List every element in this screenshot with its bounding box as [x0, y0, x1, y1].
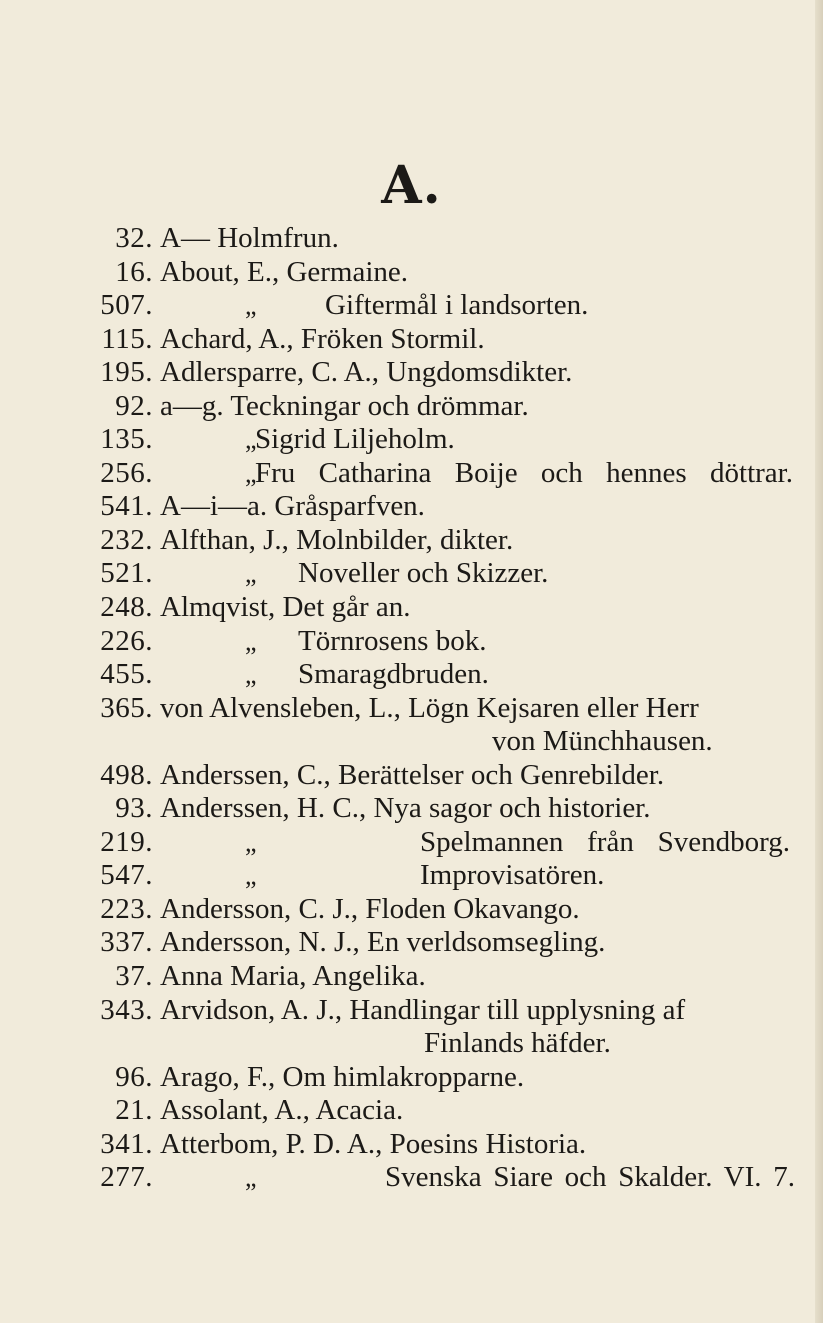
entry-author-title: Atterbom, P. D. A., Poesins Historia.: [160, 1127, 587, 1160]
entry-author-title: Anderssen, H. C., Nya sagor och historier.: [160, 792, 651, 825]
entry-number: 93.: [115, 792, 153, 825]
entry-number: 21.: [115, 1094, 153, 1127]
catalog-entry: [0, 859, 823, 893]
entry-number: 226.: [100, 624, 153, 657]
catalog-entry: [0, 759, 823, 793]
entry-title: Giftermål i landsorten.: [325, 289, 589, 322]
entry-author-title: Andersson, N. J., En verldsomsegling.: [160, 926, 606, 959]
catalog-entry-continuation: [0, 1027, 823, 1061]
entry-number: 337.: [100, 926, 153, 959]
entry-number: 37.: [115, 960, 153, 993]
catalog-entry: [0, 323, 823, 357]
catalog-entry: [0, 792, 823, 826]
catalog-entry: [0, 557, 823, 591]
catalog-entry: [0, 390, 823, 424]
catalog-entry: [0, 625, 823, 659]
entry-number: 195.: [100, 356, 153, 389]
catalog-entry: [0, 926, 823, 960]
entry-title: Fru Catharina Boije och hennes döttrar.: [255, 456, 793, 489]
entry-number: 219.: [100, 825, 153, 858]
entry-title: Törnrosens bok.: [298, 624, 487, 657]
entry-number: 135.: [100, 423, 153, 456]
catalog-entry: [0, 994, 823, 1028]
entry-number: 365.: [100, 691, 153, 724]
ditto-mark: „: [245, 626, 257, 656]
entry-number: 256.: [100, 456, 153, 489]
entry-continuation-text: Finlands häfder.: [424, 1027, 611, 1060]
entry-number: 498.: [100, 758, 153, 791]
ditto-mark: „: [245, 458, 257, 488]
catalog-entry: [0, 457, 823, 491]
entry-number: 521.: [100, 557, 153, 590]
entry-title: Smaragdbruden.: [298, 658, 489, 691]
entry-author-title: Achard, A., Fröken Stormil.: [160, 322, 485, 355]
catalog-entry-continuation: [0, 725, 823, 759]
entry-number: 16.: [115, 255, 153, 288]
entry-author-title: Assolant, A., Acacia.: [160, 1094, 404, 1127]
catalog-entry: [0, 490, 823, 524]
ditto-mark: „: [245, 291, 257, 321]
entry-number: 115.: [101, 322, 153, 355]
entry-continuation-text: von Münchhausen.: [492, 725, 713, 758]
entry-author-title: Almqvist, Det går an.: [160, 591, 411, 624]
catalog-entry: [0, 289, 823, 323]
catalog-entry: [0, 423, 823, 457]
ditto-mark: „: [245, 660, 257, 690]
entry-number: 341.: [100, 1127, 153, 1160]
entry-number: 547.: [100, 859, 153, 892]
entry-author-title: A— Holmfrun.: [160, 222, 339, 254]
entry-author-title: A—i—a. Gråsparfven.: [160, 490, 425, 523]
entry-author-title: Andersson, C. J., Floden Okavango.: [160, 892, 580, 925]
entry-number: 507.: [100, 289, 153, 322]
ditto-mark: „: [245, 827, 257, 857]
catalog-entry: [0, 591, 823, 625]
catalog-entry: [0, 356, 823, 390]
entry-number: 232.: [100, 523, 153, 556]
ditto-mark: „: [245, 425, 257, 455]
entry-number: 541.: [100, 490, 153, 523]
catalog-entry-list: [0, 222, 823, 1195]
catalog-entry: [0, 1094, 823, 1128]
entry-title: Sigrid Liljeholm.: [255, 423, 455, 456]
entry-author-title: von Alvensleben, L., Lögn Kejsaren eller Herr: [160, 691, 699, 724]
catalog-entry: [0, 1061, 823, 1095]
catalog-entry: [0, 524, 823, 558]
entry-number: 32.: [115, 222, 153, 254]
catalog-entry: [0, 222, 823, 256]
entry-number: 455.: [100, 658, 153, 691]
ditto-mark: „: [245, 559, 257, 589]
entry-number: 277.: [100, 1161, 153, 1194]
entry-author-title: a—g. Teckningar och drömmar.: [160, 389, 529, 422]
ditto-mark: „: [245, 1163, 257, 1193]
catalog-entry: [0, 826, 823, 860]
catalog-entry: [0, 692, 823, 726]
catalog-entry: [0, 960, 823, 994]
entry-author-title: Anna Maria, Angelika.: [160, 960, 426, 993]
ditto-mark: „: [245, 861, 257, 891]
entry-title: Improvisatören.: [420, 859, 605, 892]
entry-number: 248.: [100, 591, 153, 624]
entry-number: 92.: [115, 389, 153, 422]
entry-title: Svenska Siare och Skalder. VI. 7.: [385, 1161, 795, 1194]
catalog-entry: [0, 1161, 823, 1195]
entry-number: 96.: [115, 1060, 153, 1093]
entry-author-title: Anderssen, C., Berättelser och Genrebilder.: [160, 758, 665, 791]
entry-author-title: Arago, F., Om himlakropparne.: [160, 1060, 525, 1093]
catalog-entry: [0, 1128, 823, 1162]
entry-number: 223.: [100, 892, 153, 925]
entry-author-title: Adlersparre, C. A., Ungdomsdikter.: [160, 356, 573, 389]
catalog-entry: [0, 893, 823, 927]
catalog-entry: [0, 658, 823, 692]
entry-title: Noveller och Skizzer.: [298, 557, 549, 590]
entry-number: 343.: [100, 993, 153, 1026]
entry-author-title: About, E., Germaine.: [160, 255, 409, 288]
entry-title: Spelmannen från Svendborg.: [420, 825, 790, 858]
entry-author-title: Alfthan, J., Molnbilder, dikter.: [160, 523, 514, 556]
entry-author-title: Arvidson, A. J., Handlingar till upplysning af: [160, 993, 686, 1026]
section-letter-heading: A.: [381, 155, 442, 216]
catalog-entry: [0, 256, 823, 290]
